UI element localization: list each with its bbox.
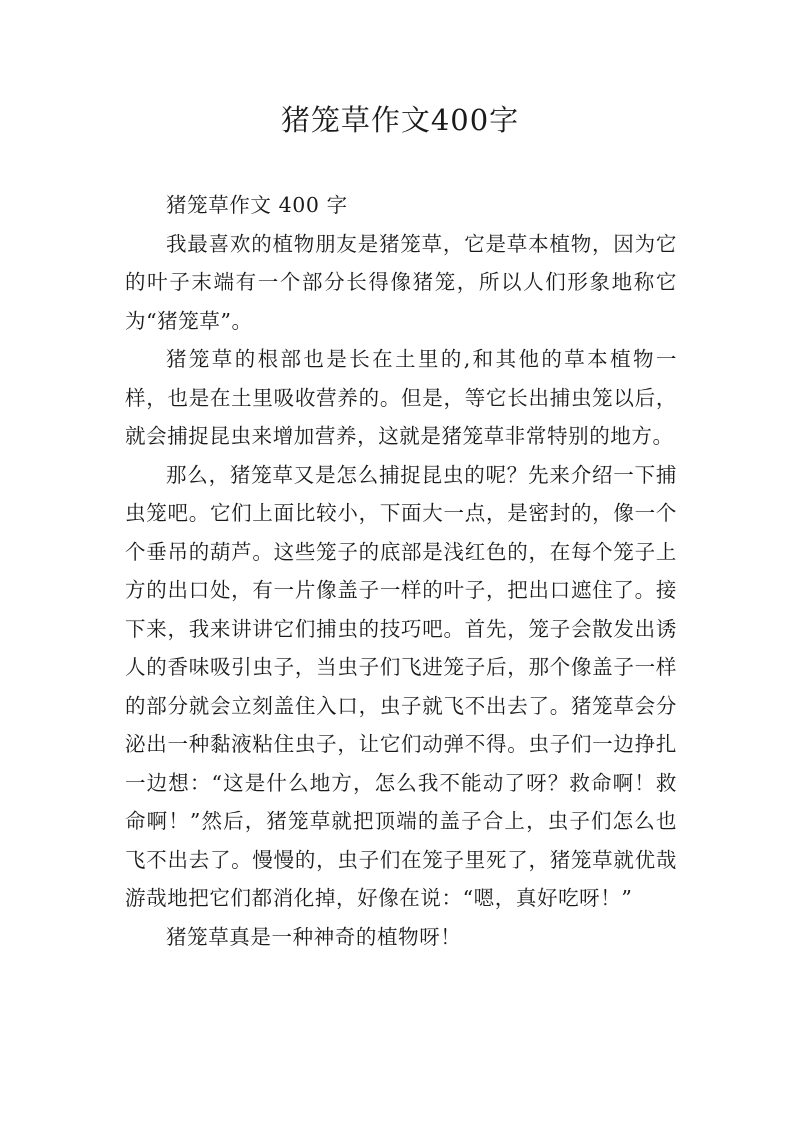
document-title: 猪笼草作文400字	[280, 103, 520, 137]
paragraph-subtitle: 猪笼草作文 400 字	[166, 193, 348, 217]
paragraph-trapping: 那么，猪笼草又是怎么捕捉昆虫的呢？先来介绍一下捕虫笼吧。它们上面比较小，下面大一点，是密封的，像一个个垂吊的葫芦。这些笼子的底部是浅红色的，在每个笼子上方的出口处，有一片像盖子一样的叶子，把出口遮住了。接下来，我来讲讲它们捕虫的技巧吧。首先，笼子会散发出诱人的香味吸引虫子，当虫子们飞进笼子后，那个像盖子一样的部分就会立刻盖住入口，虫子就飞不出去了。猪笼草会分泌出一种黏液粘住虫子，让它们动弹不得。虫子们一边挣扎一边想：“这是什么地方，怎么我不能动了呀？救命啊！救命啊！”然后，猪笼草就把顶端的盖子合上，虫子们怎么也飞不出去了。慢慢的，虫子们在笼子里死了，猪笼草就优哉游哉地把它们都消化掉，好像在说：“嗯，真好吃呀！”	[125, 462, 677, 910]
document-body	[125, 186, 677, 956]
paragraph-intro: 我最喜欢的植物朋友是猪笼草，它是草本植物，因为它的叶子末端有一个部分长得像猪笼，所以人们形象地称它为“猪笼草”。	[125, 231, 677, 333]
paragraph-conclusion: 猪笼草真是一种神奇的植物呀！	[166, 924, 462, 949]
paragraph-roots: 猪笼草的根部也是长在土里的,和其他的草本植物一样，也是在土里吸收营养的。但是，等它长出捕虫笼以后，就会捕捉昆虫来增加营养，这就是猪笼草非常特别的地方。	[125, 347, 677, 448]
